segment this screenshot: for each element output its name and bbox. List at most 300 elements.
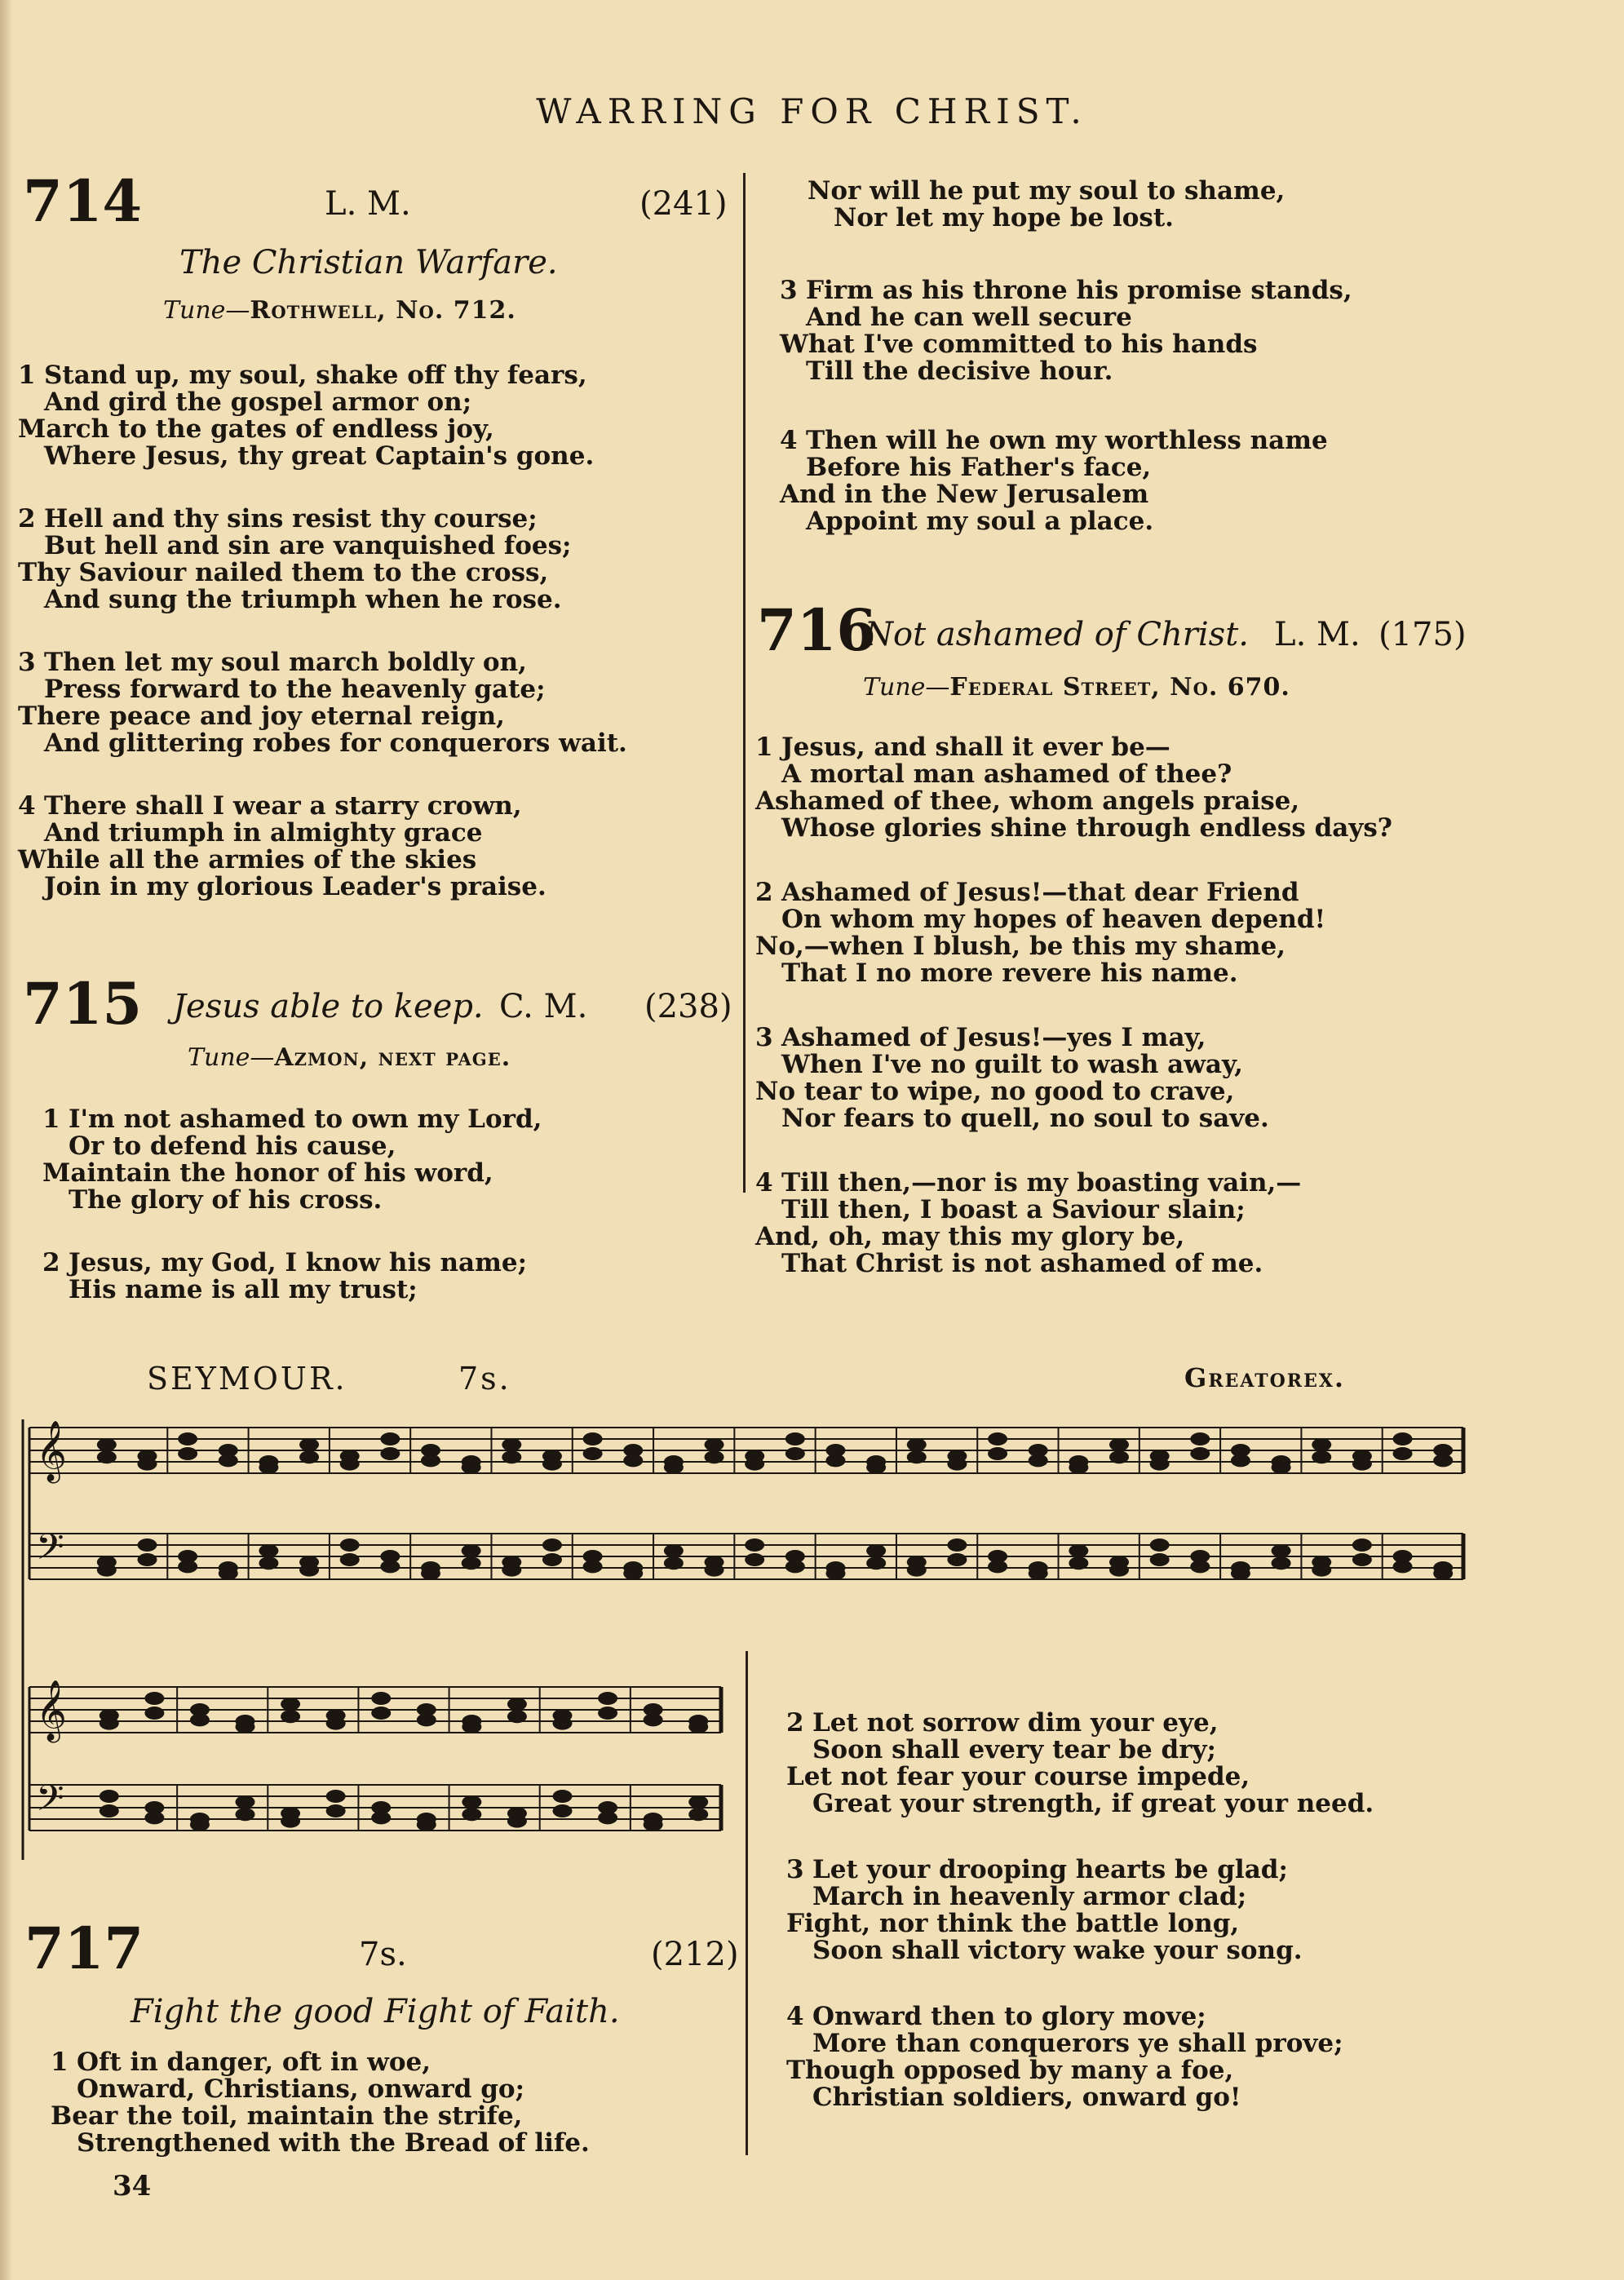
note-head [144,1707,164,1720]
page-binding-edge [0,0,11,2280]
stanza-line [51,2130,590,2157]
column-divider [743,173,746,1193]
note-head [219,1567,238,1580]
stanza-line [18,416,627,443]
stanza-line [18,793,627,820]
note-head [553,1717,573,1730]
stanza-line [780,331,1352,358]
note-head [745,1553,764,1566]
note-head [371,1692,391,1705]
note-head [1393,1432,1413,1445]
stanza-line [42,1133,542,1160]
note-head [866,1544,886,1557]
stanza-text: While all the armies of the skies [18,845,477,874]
stanza-number: 4 [755,1168,773,1198]
note-head [1352,1538,1372,1552]
tune-name: Azmon, next page. [274,1043,511,1072]
stanza [18,649,627,757]
column-divider-lower [746,1651,748,2155]
stanza-text: His name is all my trust; [69,1275,418,1304]
stanza-text: Jesus, my God, I know his name; [69,1248,528,1277]
stanza-text: And in the New Jerusalem [780,480,1149,509]
stanza-number: 3 [786,1855,804,1884]
stanza [42,1106,542,1214]
stanza-line [18,560,627,587]
stanza-line [755,1025,1392,1051]
note-head [1272,1556,1291,1569]
stanza-line [42,1106,542,1133]
stanza-line [18,533,627,560]
stanza-text: Till then, I boast a Saviour slain; [781,1195,1246,1224]
note-head [144,1811,164,1824]
note-head [219,1454,238,1467]
stanza-line [786,1791,1374,1817]
note-head [1069,1461,1088,1474]
stanza-line [755,933,1392,960]
note-head [380,1447,400,1460]
stanza-number: 2 [755,878,773,907]
note-head [1150,1553,1170,1566]
note-head [1150,1458,1170,1471]
stanza-line [18,587,627,613]
stanza-line [755,788,1392,815]
note-head [1029,1567,1048,1580]
note-head [988,1432,1007,1445]
note-head [340,1553,360,1566]
note-head [97,1450,117,1463]
hymn-716-ref: (175) [1378,616,1467,653]
stanza-line [780,277,1352,304]
stanza [18,793,627,901]
note-head [326,1790,346,1803]
tune-name: Federal Street, No. 670. [949,673,1290,702]
note-head [1433,1567,1453,1580]
stanza [755,734,1392,842]
stanza-text: On whom my hopes of heaven depend! [781,905,1326,934]
stanza-line [18,847,627,874]
hymn-715-tune [188,1043,511,1072]
stanza-text: What I've committed to his hands [780,330,1258,359]
hymn-717-title: Fight the good Fight of Faith. [131,1993,620,2030]
note-head [507,1710,527,1723]
hymn-716-meter: L. M. [1274,616,1361,653]
stanza-line [786,1737,1374,1764]
note-head [705,1450,724,1463]
stanza-text: Oft in danger, oft in woe, [77,2048,431,2077]
note-head [190,1818,210,1831]
note-head [97,1564,117,1577]
note-head [462,1556,481,1569]
stanza-text: Press forward to the heavenly gate; [44,675,546,704]
hymn-717-meter: 7s. [359,1936,407,1973]
hymn-714-number: 714 [23,167,143,235]
stanza-text: And triumph in almighty grace [44,818,483,848]
stanza-line [18,730,627,757]
stanza-line [18,506,627,533]
note-head [947,1458,967,1471]
note-head [745,1458,764,1471]
tune-name: Rothwell, No. 712. [250,296,516,325]
stanza-text: Appoint my soul a place. [806,507,1154,536]
tune-prefix: Tune— [188,1043,275,1072]
note-head [1312,1564,1331,1577]
stanza-text: March to the gates of endless joy, [18,414,494,444]
stanza-line [780,304,1352,331]
note-head [1352,1458,1372,1471]
stanza-line [755,960,1392,987]
stanza-number: 1 [42,1105,60,1134]
hymn-717-ref: (212) [651,1936,739,1973]
stanza-line [18,649,627,676]
note-head [947,1553,967,1566]
note-head [1393,1560,1413,1573]
note-head [664,1461,684,1474]
stanza-line [755,1224,1392,1251]
stanza-line [42,1277,542,1304]
stanza-line [755,1197,1392,1224]
stanza-line [18,389,627,416]
note-head [745,1538,764,1552]
note-head [1190,1560,1210,1573]
note-head [1109,1438,1129,1451]
stanza-line [755,1170,1392,1197]
continuation-line: Nor let my hope be lost. [834,203,1174,232]
note-head [507,1815,527,1828]
tune-prefix: Tune— [863,673,950,702]
stanza [755,1170,1392,1277]
note-head [598,1707,617,1720]
stanza-text: Strengthened with the Bread of life. [77,2128,590,2158]
stanza-line [755,1251,1392,1277]
stanza-number: 2 [18,504,36,533]
stanza-text: There peace and joy eternal reign, [18,702,505,731]
note-head [502,1438,521,1451]
system-1-treble-clef-icon: 𝄞 [36,1421,67,1481]
note-head [417,1713,436,1726]
stanza-text: Great your strength, if great your need. [812,1789,1374,1818]
note-head [178,1447,197,1460]
stanza-line [18,820,627,847]
stanza-line [755,1078,1392,1105]
stanza-line [755,1105,1392,1132]
stanza-number: 2 [786,1708,804,1738]
note-head [542,1458,562,1471]
stanza-text: Nor fears to quell, no soul to save. [781,1104,1269,1133]
note-head [988,1447,1007,1460]
note-head [785,1432,805,1445]
note-head [281,1698,300,1711]
note-head [583,1432,603,1445]
stanza-text: Ashamed of thee, whom angels praise, [755,786,1300,816]
note-head [1231,1454,1250,1467]
note-head [688,1808,708,1821]
note-head [553,1790,573,1803]
stanza-text: Where Jesus, thy great Captain's gone. [44,441,595,471]
stanza-text: Ashamed of Jesus!—yes I may, [781,1023,1206,1052]
stanza [51,2049,590,2157]
note-head [281,1710,300,1723]
stanza-text: That I no more revere his name. [781,958,1238,988]
note-head [299,1450,319,1463]
stanza-number: 3 [755,1023,773,1052]
note-head [137,1538,157,1552]
stanza-text: Ashamed of Jesus!—that dear Friend [781,878,1299,907]
stanza-text: When I've no guilt to wash away, [781,1050,1243,1079]
stanza-line [780,427,1352,454]
note-head [178,1560,197,1573]
stanza-line [18,703,627,730]
hymn-717-stanza-1 [51,2049,590,2157]
stanza-line [42,1250,542,1277]
note-head [644,1713,663,1726]
stanza [42,1250,542,1304]
note-head [1272,1461,1291,1474]
note-head [598,1692,617,1705]
system-2-bass-clef-icon: 𝄢 [36,1777,64,1828]
stanza-line [18,676,627,703]
stanza-line [780,454,1352,481]
hymn-714-title: The Christian Warfare. [179,244,558,281]
note-head [907,1438,927,1451]
note-head [866,1461,886,1474]
note-head [421,1567,440,1580]
stanza-line [755,815,1392,842]
note-head [462,1795,481,1809]
stanza [780,277,1352,385]
note-head [825,1567,845,1580]
stanza-text: Then let my soul march boldly on, [44,648,527,677]
running-head: WARRING FOR CHRIST. [536,91,1088,131]
stanza-text: Jesus, and shall it ever be— [781,733,1170,762]
stanza [786,1710,1374,1817]
stanza-line [786,1764,1374,1791]
hymn-715-stanzas [42,1106,542,1304]
note-head [326,1717,346,1730]
stanza-line [755,879,1392,906]
note-head [785,1560,805,1573]
stanza [755,1025,1392,1132]
stanza-text: Soon shall every tear be dry; [812,1735,1217,1764]
stanza-line [786,2084,1374,2111]
stanza-line [786,1710,1374,1737]
note-head [259,1544,278,1557]
stanza-text: No,—when I blush, be this my shame, [755,932,1286,961]
note-head [281,1815,300,1828]
stanza-text: Fight, nor think the battle long, [786,1909,1240,1938]
stanza-line [51,2103,590,2130]
note-head [462,1461,481,1474]
stanza-number: 1 [51,2048,69,2077]
stanza-text: Let not sorrow dim your eye, [812,1708,1219,1738]
system-2-treble-clef-icon: 𝄞 [36,1680,67,1741]
stanza-number: 4 [780,426,798,455]
stanza-text: I'm not ashamed to own my Lord, [69,1105,542,1134]
hymn-715-stanzas-cont [780,277,1352,535]
stanza-text: Soon shall victory wake your song. [812,1936,1303,1965]
note-head [462,1544,481,1557]
stanza-line [18,362,627,389]
stanza-text: The glory of his cross. [69,1185,383,1215]
note-head [97,1438,117,1451]
note-head [1150,1538,1170,1552]
tune-prefix: Tune— [163,296,250,325]
note-head [340,1538,360,1552]
note-head [100,1717,119,1730]
note-head [988,1560,1007,1573]
note-head [259,1461,278,1474]
hymn-716-number: 716 [757,596,877,664]
stanza-number: 2 [42,1248,60,1277]
stanza-line [51,2076,590,2103]
note-head [623,1454,643,1467]
stanza-text: Till the decisive hour. [806,356,1113,386]
note-head [583,1560,603,1573]
system-1-bass-clef-icon: 𝄢 [36,1525,64,1577]
hymn-715-ref: (238) [644,988,732,1025]
stanza [786,1857,1374,1964]
note-head [236,1795,255,1809]
stanza-line [786,2030,1374,2057]
stanza-line [786,2003,1374,2030]
note-head [380,1560,400,1573]
note-head [190,1713,210,1726]
note-head [100,1804,119,1817]
note-head [1272,1544,1291,1557]
hymn-715-continuation [808,178,1285,232]
stanza-number: 3 [18,648,36,677]
stanza-text: Then will he own my worthless name [806,426,1328,455]
stanza-line [780,508,1352,535]
note-head [907,1564,927,1577]
stanza-text: Stand up, my soul, shake off thy fears, [44,361,587,390]
stanza-line [780,481,1352,508]
stanza-text: And glittering robes for conquerors wait. [44,728,627,758]
note-head [866,1556,886,1569]
stanza-text: Maintain the honor of his word, [42,1158,493,1188]
stanza-text: March in heavenly armor clad; [812,1882,1247,1911]
note-head [705,1438,724,1451]
note-head [1069,1556,1088,1569]
note-head [417,1818,436,1831]
note-head [178,1432,197,1445]
tune-meter: 7s. [458,1361,511,1397]
note-head [1109,1450,1129,1463]
note-head [907,1450,927,1463]
page-number: 34 [113,2170,152,2203]
note-head [236,1720,255,1733]
note-head [421,1454,440,1467]
hymn-714-meter: L. M. [325,185,411,223]
stanza [755,879,1392,987]
stanza-text: Hell and thy sins resist thy course; [44,504,538,533]
note-head [1231,1567,1250,1580]
note-head [380,1432,400,1445]
stanza-text: Onward, Christians, onward go; [77,2074,525,2104]
stanza-line [786,2057,1374,2084]
note-head [623,1567,643,1580]
stanza-text: Onward then to glory move; [812,2002,1206,2031]
stanza-text: Let not fear your course impede, [786,1762,1250,1791]
note-head [1190,1447,1210,1460]
stanza-line [18,443,627,470]
stanza [786,2003,1374,2111]
note-head [462,1808,481,1821]
stanza-text: Thy Saviour nailed them to the cross, [18,558,549,587]
stanza-line [786,1884,1374,1910]
hymn-717-number: 717 [24,1915,144,1982]
hymn-716-stanzas [755,734,1392,1277]
continuation-line: Nor will he put my soul to shame, [808,176,1285,206]
note-head [785,1447,805,1460]
note-head [1312,1450,1331,1463]
note-head [462,1720,481,1733]
note-head [1433,1454,1453,1467]
stanza-number: 3 [780,276,798,305]
note-head [705,1564,724,1577]
stanza-line [18,874,627,901]
stanza-number: 1 [755,733,773,762]
stanza-line [780,358,1352,385]
note-head [542,1553,562,1566]
stanza-text: And sung the triumph when he rose. [44,585,562,614]
note-head [825,1454,845,1467]
note-head [664,1544,684,1557]
stanza-text: And, oh, may this my glory be, [755,1222,1185,1251]
stanza-text: Let your drooping hearts be glad; [812,1855,1288,1884]
note-head [542,1538,562,1552]
note-head [688,1795,708,1809]
note-head [137,1553,157,1566]
hymn-717-stanzas-right [786,1710,1374,2111]
note-head [583,1447,603,1460]
stanza-number: 4 [18,791,36,821]
tune-composer: Greatorex. [1184,1362,1346,1393]
stanza-number: 4 [786,2002,804,2031]
stanza-line [755,1051,1392,1078]
note-head [259,1556,278,1569]
note-head [326,1804,346,1817]
hymn-714-tune [163,296,516,325]
stanza [18,506,627,613]
note-head [664,1556,684,1569]
stanza-text: Before his Father's face, [806,453,1152,482]
note-head [507,1698,527,1711]
note-head [1312,1438,1331,1451]
stanza-text: Or to defend his cause, [69,1131,396,1161]
stanza-text: Join in my glorious Leader's praise. [44,872,546,901]
stanza-line [786,1937,1374,1964]
note-head [1190,1432,1210,1445]
note-head [340,1458,360,1471]
stanza-line [786,1910,1374,1937]
stanza-text: And he can well secure [806,303,1132,332]
stanza-line [51,2049,590,2076]
note-head [299,1564,319,1577]
stanza-text: That Christ is not ashamed of me. [781,1249,1263,1278]
stanza-line [42,1187,542,1214]
note-head [1352,1553,1372,1566]
note-head [644,1818,663,1831]
stanza-text: Bear the toil, maintain the strife, [51,2101,523,2131]
note-head [371,1811,391,1824]
note-head [137,1458,157,1471]
note-head [947,1538,967,1552]
stanza-line [786,1857,1374,1884]
note-head [100,1790,119,1803]
stanza-line [755,761,1392,788]
stanza-text: A mortal man ashamed of thee? [781,759,1232,789]
stanza-line [755,734,1392,761]
